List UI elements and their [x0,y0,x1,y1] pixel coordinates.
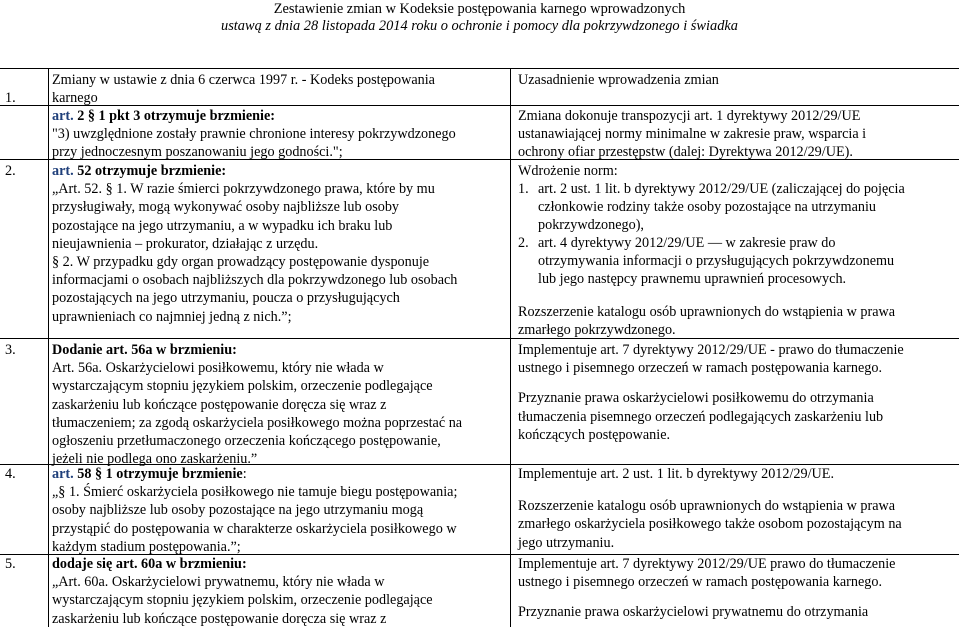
change-2: art. 52 otrzymuje brzmienie: „Art. 52. § 1. W razie śmierci pokrzywdzonego prawa, które by mu przysługiwały, mogą wykonywać osoby najbliższe lub osoby pozostające na jego utrzymaniu, a w wypadku ich braku lub nieujawnienia – prokurator, działając z urzędu. § 2. W przypadku gdy organ prowadzący postępowanie dysponuje informacjami o osobach najbliższych dla pokrzywdzonego lub osobach pozostających na jego utrzymaniu, poucza o przysługujących uprawnieniach co najmniej jedną z nich.”; [52,163,458,325]
row-number: 2. [5,163,16,179]
change-3: Dodanie art. 56a w brzmieniu: Art. 56a. Oskarżycielowi posiłkowemu, który nie włada w wystarczającym stopniu językiem polskim, orzeczenie podlegające zaskarżeniu lub kończące postępowanie doręcza się wraz z tłumaczeniem; za zgodą oskarżyciela posiłkowego można poprzestać na ogłoszeniu przetłumaczonego orzeczenia kończącego postępowanie, jeżeli nie podlega ono zaskarżeniu.” [52,342,463,468]
table-top-border [0,68,959,69]
right-column-header: Uzasadnienie wprowadzenia zmian [518,72,719,88]
list-item: art. 4 dyrektywy 2012/29/UE — w zakresie praw do otrzymywania informacji o przysługujących pokrzywdzonemu lub jego następcy prawnemu uprawnień procesowych. [538,235,895,288]
justification-3: Implementuje art. 7 dyrektywy 2012/29/UE - prawo do tłumaczenie ustnego i pisemnego orzeczeń w ramach postępowania karnego. Przyznanie prawa oskarżycielowi posiłkowemu do otrzymania tłumaczenia pisemnego orzeczeń podlegających zaskarżeniu lub kończących postępowanie. [518,342,904,443]
column-border [48,68,49,627]
list-number: 1. [518,181,529,197]
justification-4: Implementuje art. 2 ust. 1 lit. b dyrektywy 2012/29/UE. Rozszerzenie katalogu osób uprawnionych do wstąpienia w prawa zmarłego oskarżyciela posiłkowego także osobom pozostającym na jego utrzymaniu. [518,466,902,551]
left-column-header: Zmiany w ustawie z dnia 6 czerwca 1997 r. - Kodeks postępowania [52,72,435,88]
row-number: 1. [5,90,16,106]
row-number: 5. [5,556,16,572]
document-subtitle: ustawą z dnia 28 listopada 2014 roku o ochronie i pomocy dla pokrzywdzonego i świadka [221,18,738,34]
document-title: Zestawienie zmian w Kodeksie postępowania karnego wprowadzonych [273,1,686,17]
change-4: art. 58 § 1 otrzymuje brzmienie: „§ 1. Śmierć oskarżyciela posiłkowego nie tamuje biegu postępowania; osoby najbliższe lub osoby pozostające na jego utrzymaniu mogą przystąpić do postępowania w charakterze oskarżyciela posiłkowego w każdym stadium postępowania.”; [52,466,458,555]
justification-1: Zmiana dokonuje transpozycji art. 1 dyrektywy 2012/29/UE ustanawiającej normy minimalne w zakresie praw, wsparcia i ochrony ofiar przestępstw (dalej: Dyrektywa 2012/29/UE). [518,108,867,161]
column-border [510,68,511,627]
list-item: art. 2 ust. 1 lit. b dyrektywy 2012/29/UE (zaliczającej do pojęcia członkowie rodziny także osoby pozostające na utrzymaniu pokrzywdzonego), [538,181,905,234]
justification-5: Implementuje art. 7 dyrektywy 2012/29/UE prawo do tłumaczenie ustnego i pisemnego orzeczeń w ramach postępowania karnego. Przyznanie prawa oskarżycielowi prywatnemu do otrzymania [518,556,896,621]
change-5: dodaje się art. 60a w brzmieniu: „Art. 60a. Oskarżycielowi prywatnemu, który nie włada w wystarczającym stopniu językiem polskim, orzeczenie podlegające zaskarżeniu lub kończące postępowanie doręcza się wraz z [52,556,433,627]
row-number: 4. [5,466,16,482]
row-number: 3. [5,342,16,358]
change-1: art. 2 § 1 pkt 3 otrzymuje brzmienie: "3) uwzględnione zostały prawnie chronione interesy pokrzywdzonego przy jednoczesnym poszanowaniu jego godności."; [52,108,456,161]
justification-2-tail: Rozszerzenie katalogu osób uprawnionych do wstąpienia w prawa zmarłego pokrzywdzonego. [518,304,896,339]
list-number: 2. [518,235,529,251]
justification-2-head: Wdrożenie norm: [518,163,618,179]
left-column-header-cont: karnego [52,90,98,106]
